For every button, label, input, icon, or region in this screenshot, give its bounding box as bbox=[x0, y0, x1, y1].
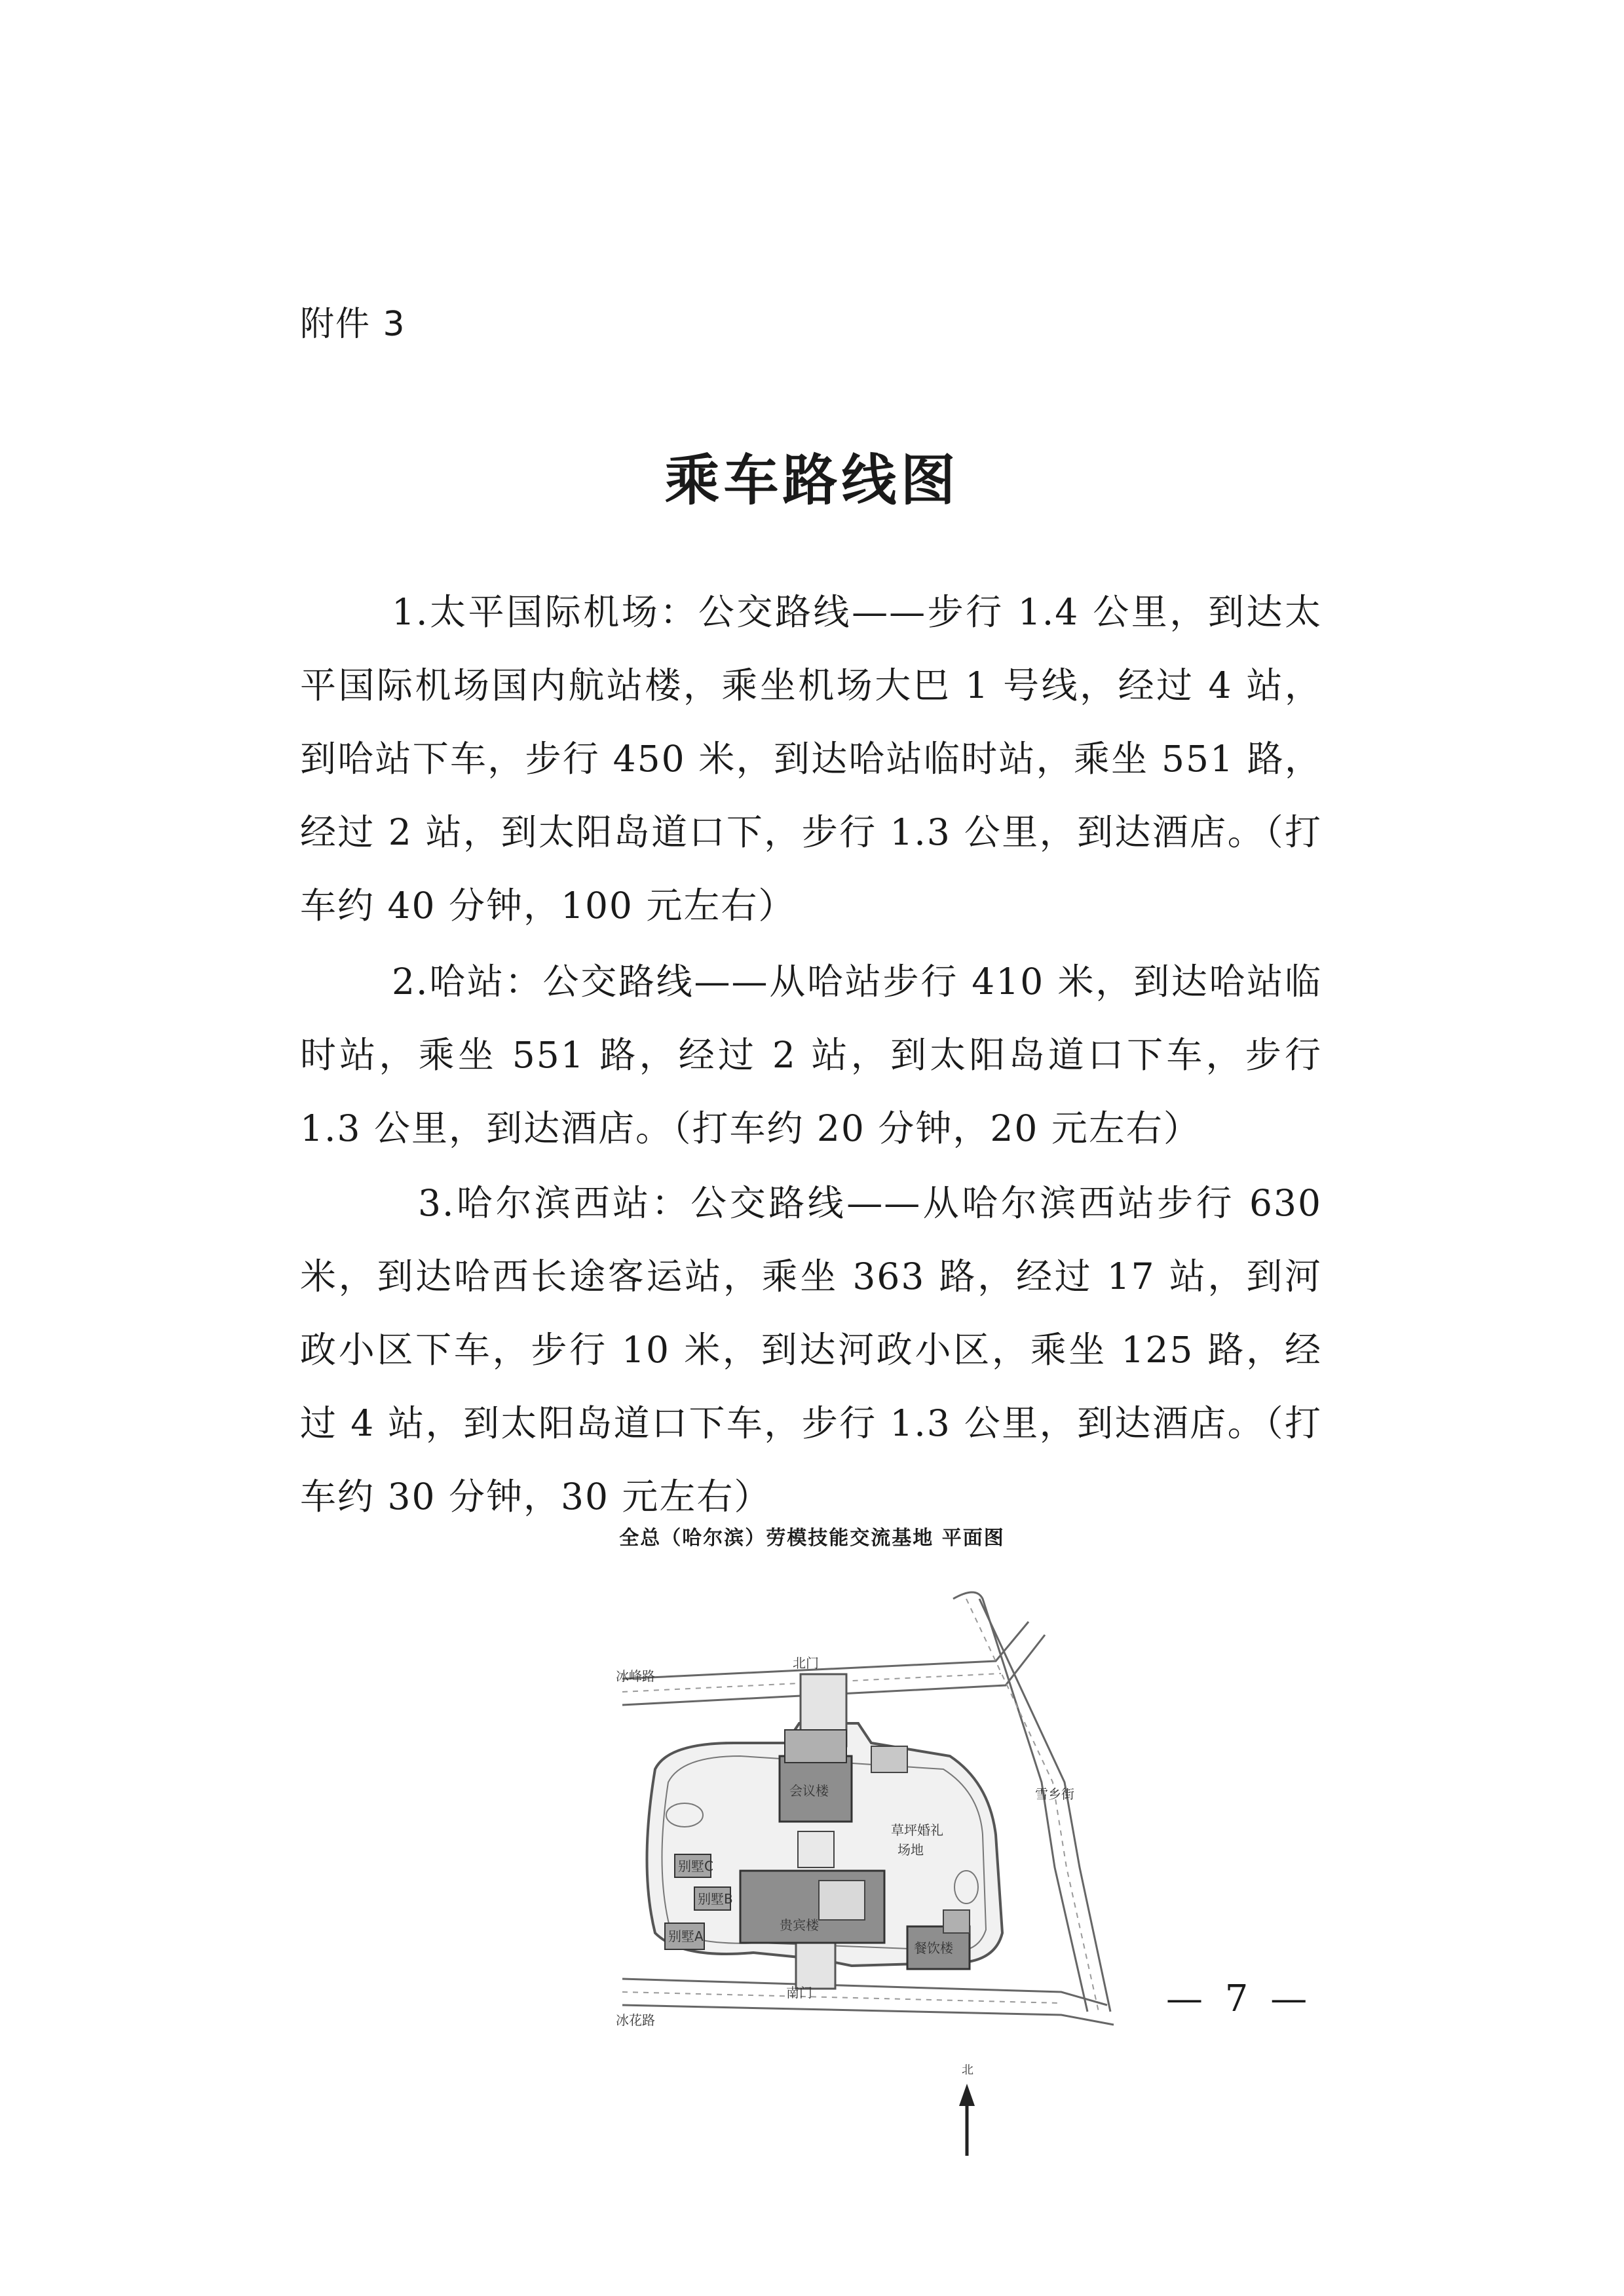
dining-building-annex bbox=[943, 1910, 970, 1933]
south-road-edge-1 bbox=[622, 1979, 1107, 2005]
south-road-edge-2 bbox=[622, 2005, 1114, 2025]
page-title: 乘车路线图 bbox=[664, 448, 960, 512]
guest-building-courtyard bbox=[819, 1881, 865, 1920]
villa-c-label: 别墅C bbox=[678, 1858, 713, 1874]
route-paragraph-airport: 1.太平国际机场：公交路线——步行 1.4 公里，到达太平国际机场国内航站楼，乘坐机场大巴 1 号线，经过 4 站，到哈站下车，步行 450 米，到达哈站临时站，乘坐 551 路，经过 2 站，到太阳岛道口下，步行 1.3 公里，到达酒店。（打车约 40 分钟，100 元左右） bbox=[300, 591, 1322, 927]
service-block bbox=[871, 1746, 907, 1772]
north-arrow-icon bbox=[959, 2084, 975, 2106]
villa-b-label: 别墅B bbox=[698, 1891, 733, 1907]
north-road-edge-1 bbox=[622, 1622, 1029, 1679]
south-road-label: 冰花路 bbox=[616, 2012, 655, 2028]
north-gate-label: 北门 bbox=[793, 1655, 819, 1671]
annex-label: 附件 3 bbox=[300, 305, 406, 344]
route-paragraph-harbin-west: 3.哈尔滨西站：公交路线——从哈尔滨西站步行 630 米，到达哈西长途客运站，乘坐 363 路，经过 17 站，到河政小区下车，步行 10 米，到达河政小区，乘坐 125 路，经过 4 站，到太阳岛道口下车，步行 1.3 公里，到达酒店。（打车约 30 分钟，30 元左右） bbox=[300, 1182, 1322, 1518]
north-road-label: 冰峰路 bbox=[616, 1668, 655, 1684]
lawn-wedding-label-2: 场地 bbox=[897, 1842, 924, 1858]
meeting-building-label: 会议楼 bbox=[789, 1783, 829, 1799]
dining-building-label: 餐饮楼 bbox=[914, 1940, 953, 1956]
map-title: 全总（哈尔滨）劳模技能交流基地 平面图 bbox=[619, 1527, 1005, 1550]
lawn-wedding-label: 草坪婚礼 bbox=[891, 1822, 943, 1838]
courtyard-plaza bbox=[798, 1831, 834, 1867]
route-paragraph-harbin-station: 2.哈站：公交路线——从哈站步行 410 米，到达哈站临时站，乘坐 551 路，经过 2 站，到太阳岛道口下车，步行 1.3 公里，到达酒店。（打车约 20 分钟，20 元左右） bbox=[300, 961, 1322, 1149]
meeting-building-annex bbox=[785, 1730, 846, 1763]
page-number: — 7 — bbox=[1166, 1978, 1313, 2020]
guest-building-label: 贵宾楼 bbox=[780, 1917, 819, 1933]
north-arrow-label: 北 bbox=[962, 2063, 973, 2077]
south-gate-label: 南门 bbox=[786, 1985, 812, 2000]
east-street-label: 雪乡街 bbox=[1035, 1786, 1074, 1802]
villa-a-label: 别墅A bbox=[668, 1928, 704, 1944]
